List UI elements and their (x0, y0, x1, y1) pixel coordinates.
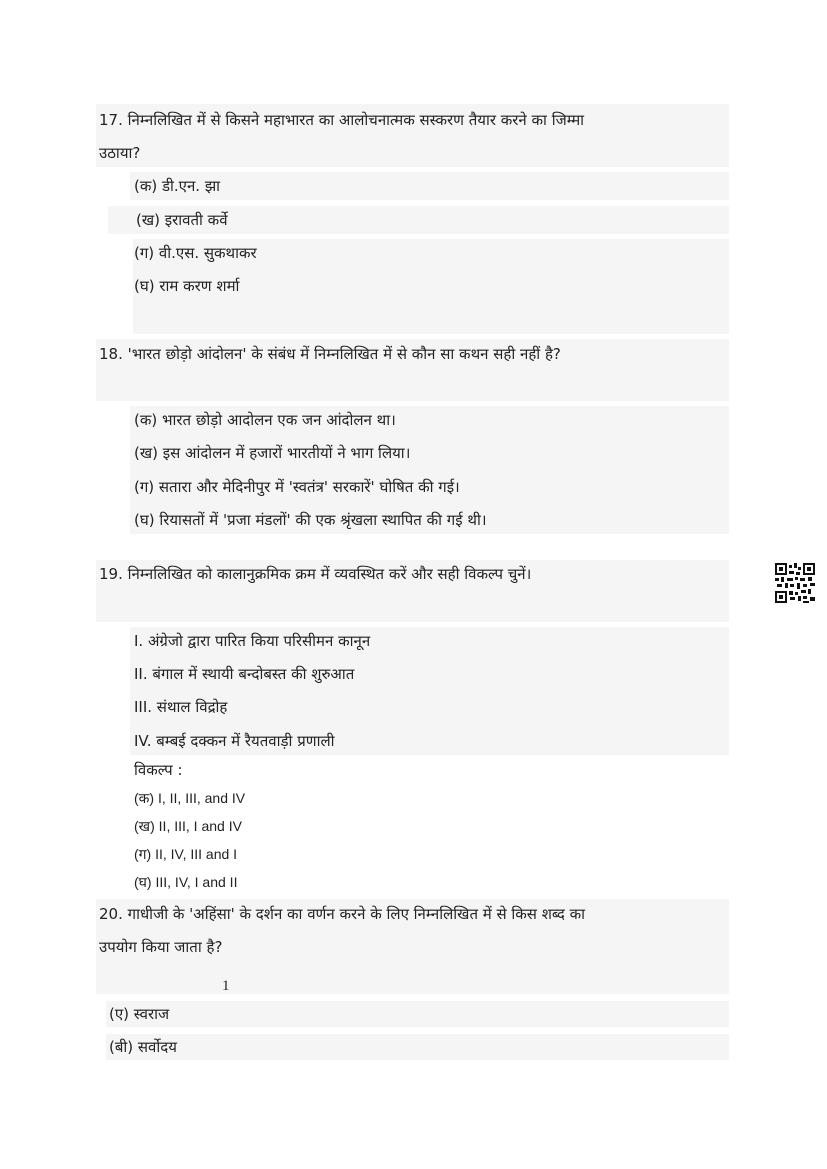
qr-code-icon (775, 563, 815, 603)
q17-stem-line1: 17. निम्नलिखित में से किसने महाभारत का आलोचनात्मक सस्करण तैयार करने का जिम्मा (99, 111, 585, 129)
q20-option-band (106, 1001, 729, 1027)
q19-option-d: (घ) III, IV, I and II (134, 874, 238, 890)
q19-option-b: (ख) II, III, I and IV (134, 818, 242, 834)
q19-item-2: II. बंगाल में स्थायी बन्दोबस्त की शुरुआत (134, 665, 355, 683)
q19-item-4: IV. बम्बई दक्कन में रैयतवाड़ी प्रणाली (134, 732, 335, 750)
q18-option-a: (क) भारत छोड़ो आदोलन एक जन आंदोलन था। (134, 411, 396, 429)
q19-item-1: I. अंग्रेजो द्वारा पारित किया परिसीमन कानून (134, 632, 371, 650)
page-number: 1 (222, 978, 230, 994)
q20-option-a: (ए) स्वराज (109, 1005, 170, 1023)
q17-stem-line2: उठाया? (99, 144, 141, 162)
q19-options-label: विकल्प : (134, 761, 183, 779)
q19-stem-line1: 19. निम्नलिखित को कालानुक्रमिक क्रम में व्यवस्थित करें और सही विकल्प चुनें। (99, 565, 532, 583)
q20-option-band (106, 1034, 729, 1060)
q19-option-a: (क) I, II, III, and IV (134, 790, 246, 806)
q20-stem-line1: 20. गाधीजी के 'अहिंसा' के दर्शन का वर्णन करने के लिए निम्नलिखित में से किस शब्द का (99, 905, 586, 923)
q19-option-c: (ग) II, IV, III and I (134, 846, 238, 862)
q19-item-3: III. संथाल विद्रोह (134, 698, 228, 716)
q17-option-c: (ग) वी.एस. सुकथाकर (134, 244, 257, 262)
q17-option-b: (ख) इरावती कर्वे (136, 211, 228, 229)
q18-option-d: (घ) रियासतों में 'प्रजा मंडलों' की एक श्रृंखला स्थापित की गई थी। (134, 511, 487, 529)
q18-option-b: (ख) इस आंदोलन में हजारों भारतीयों ने भाग लिया। (134, 444, 411, 462)
q17-option-a: (क) डी.एन. झा (134, 177, 221, 195)
q17-option-d: (घ) राम करण शर्मा (134, 277, 240, 295)
q20-option-b: (बी) सर्वोदय (109, 1038, 177, 1056)
q18-option-c: (ग) सतारा और मेदिनीपुर में 'स्वतंत्र' सरकारें' घोषित की गई। (134, 478, 460, 496)
q18-stem-line1: 18. 'भारत छोड़ो आंदोलन' के संबंध में निम्नलिखित में से कौन सा कथन सही नहीं है? (99, 345, 561, 363)
q20-stem-line2: उपयोग किया जाता है? (99, 938, 223, 956)
